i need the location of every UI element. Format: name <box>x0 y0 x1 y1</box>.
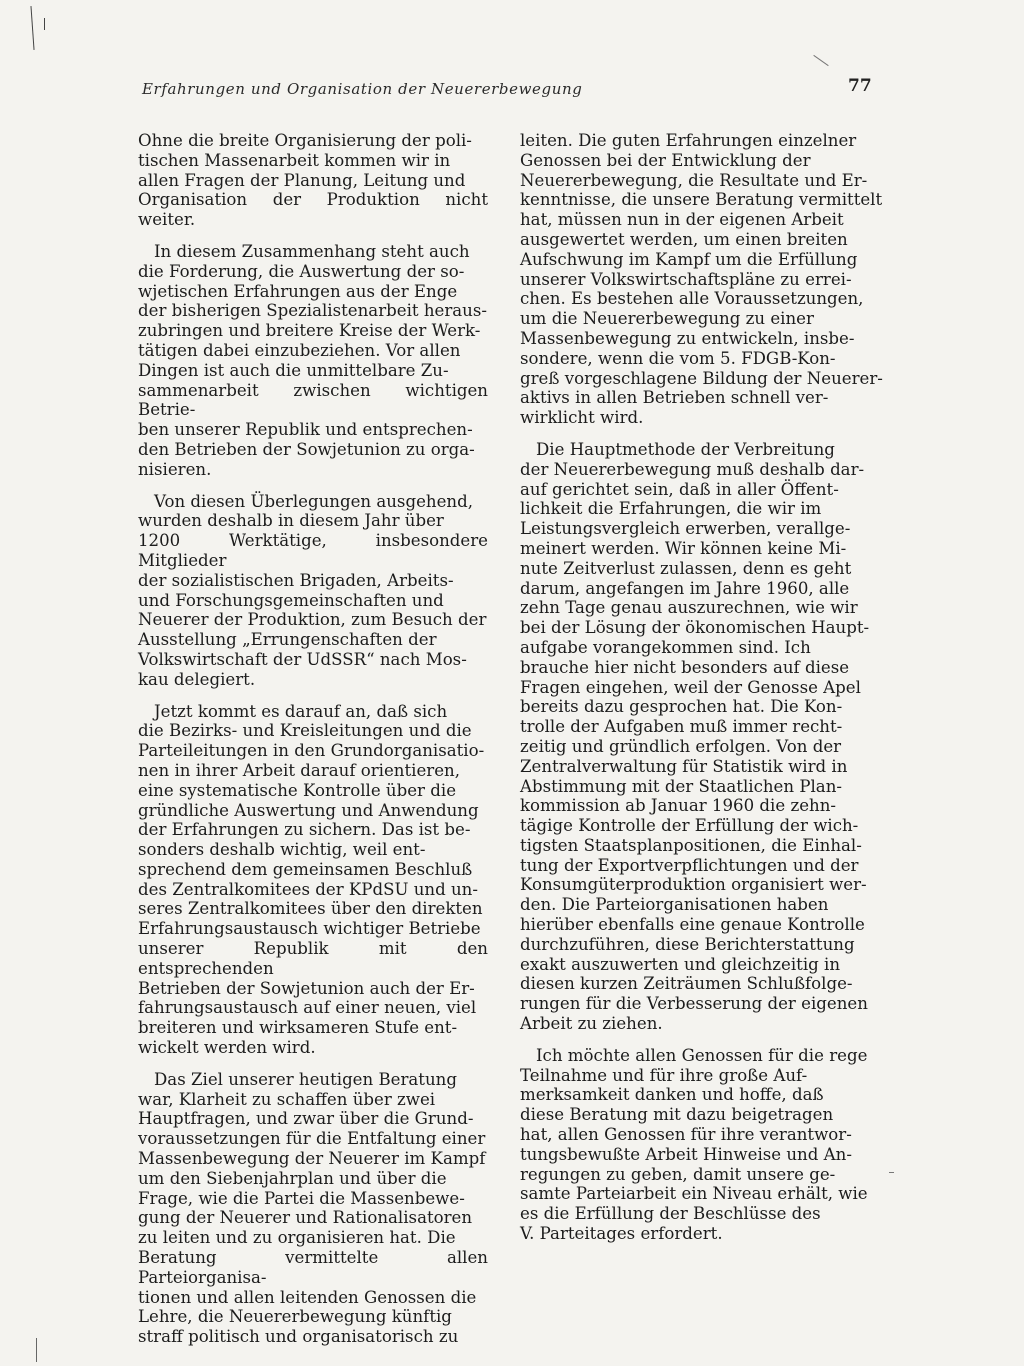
scan-mark <box>813 55 828 66</box>
paragraph: Die Hauptmethode der Verbreitung der Neuererbewegung muß deshalb dar- auf gerichtet sein, daß in aller Öffent- lichkeit die Erfahrungen, die wir im Leistungsvergleich erwerben, verallge- meinert werden. Wir können keine Mi- nute Zeitverlust zulassen, denn es geht darum, angefangen im Jahre 1960, alle zehn Tage genau auszurechnen, wie wir bei der Lösung der ökonomischen Haupt- aufgabe vorangekommen sind. Ich brauche hier nicht besonders auf diese Fragen eingehen, weil der Genosse Apel bereits dazu gesprochen hat. Die Kon- trolle der Aufgaben muß immer recht- zeitig und gründlich erfolgen. Von der Zentralverwaltung für Statistik wird in Abstimmung mit der Staatlichen Plan- kommission ab Januar 1960 die zehn- tägige Kontrolle der Erfüllung der wich- tigsten Staatsplanpositionen, die Einhal- tung der Exportverpflichtungen und der Konsumgüterproduktion organisiert wer- den. Die Parteiorganisationen haben hierüber ebenfalls eine genaue Kontrolle durchzuführen, diese Berichterstattung exakt auszuwerten und gleichzeitig in diesen kurzen Zeiträumen Schlußfolge- rungen für die Verbesserung der eigenen Arbeit zu ziehen. <box>520 439 870 1034</box>
scan-mark <box>889 1172 894 1173</box>
paragraph: Von diesen Überlegungen ausgehend, wurden deshalb in diesem Jahr über 1200 Werktätige, insbesondere Mitglieder der sozialistischen Brigaden, Arbeits- und Forschungsgemeinschaften und Neuerer der Produktion, zum Besuch der Ausstellung „Errungenschaften der Volkswirtschaft der UdSSR“ nach Mos- kau delegiert. <box>138 491 488 689</box>
scan-mark <box>36 1338 37 1362</box>
paragraph: In diesem Zusammenhang steht auch die Forderung, die Auswertung der so- wjetischen Erfahrungen aus der Enge der bisherigen Spezialistenarbeit heraus- zubringen und breitere Kreise der Werk- tätigen dabei einzubeziehen. Vor allen Dingen ist auch die unmittelbare Zu- sammenarbeit zwischen wichtigen Betrie- ben unserer Republik und entsprechen- den Betrieben der Sowjetunion zu orga- nisieren. <box>138 241 488 479</box>
page-number: 77 <box>848 76 872 96</box>
running-head: Erfahrungen und Organisation der Neuererbewegung <box>142 80 583 98</box>
paragraph: leiten. Die guten Erfahrungen einzelner Genossen bei der Entwicklung der Neuererbewegung, die Resultate und Er- kenntnisse, die unsere Beratung vermittelt hat, müssen nun in der eigenen Arbeit ausgewertet werden, um einen breiten Aufschwung im Kampf um die Erfüllung unserer Volkswirtschaftspläne zu errei- chen. Es bestehen alle Voraussetzungen, um die Neuererbewegung zu einer Massenbewegung zu entwickeln, insbe- sondere, wenn die vom 5. FDGB-Kon- greß vorgeschlagene Bildung der Neuerer- aktivs in allen Betrieben schnell ver- wirklicht wird. <box>520 131 883 428</box>
paragraph: Ich möchte allen Genossen für die rege Teilnahme und für ihre große Auf- merksamkeit danken und hoffe, daß diese Beratung mit dazu beigetragen hat, allen Genossen für ihre verantwor- tungsbewußte Arbeit Hinweise und An- regungen zu geben, damit unsere ge- samte Parteiarbeit ein Niveau erhält, wie es die Erfüllung der Beschlüsse des V. Parteitages erfordert. <box>520 1045 868 1244</box>
right-column <box>520 131 884 1256</box>
paragraph: Jetzt kommt es darauf an, daß sich die Bezirks- und Kreisleitungen und die Parteileitungen in den Grundorganisatio- nen in ihrer Arbeit darauf orientieren, eine systematische Kontrolle über die gründliche Auswertung und Anwendung der Erfahrungen zu sichern. Das ist be- sonders deshalb wichtig, weil ent- sprechend dem gemeinsamen Beschluß des Zentralkomitees der KPdSU und un- seres Zentralkomitees über den direkten Erfahrungsaustausch wichtiger Betriebe unserer Republik mit den entsprechenden Betrieben der Sowjetunion auch der Er- fahrungsaustausch auf einer neuen, viel breiteren und wirksameren Stufe ent- wickelt werden wird. <box>138 701 488 1058</box>
left-column <box>138 131 488 1359</box>
paragraph: Das Ziel unserer heutigen Beratung war, Klarheit zu schaffen über zwei Hauptfragen, und zwar über die Grund- voraussetzungen für die Entfaltung einer Massenbewegung der Neuerer im Kampf um den Siebenjahrplan und über die Frage, wie die Partei die Massenbewe- gung der Neuerer und Rationalisatoren zu leiten und zu organisieren hat. Die Beratung vermittelte allen Parteiorganisa- tionen und allen leitenden Genossen die Lehre, die Neuererbewegung künftig straff politisch und organisatorisch zu <box>138 1069 488 1347</box>
scan-mark <box>30 6 34 50</box>
scan-mark <box>44 18 45 30</box>
paragraph: Ohne die breite Organisierung der poli- tischen Massenarbeit kommen wir in allen Fragen der Planung, Leitung und Organisation der Produktion nicht weiter. <box>138 131 488 230</box>
